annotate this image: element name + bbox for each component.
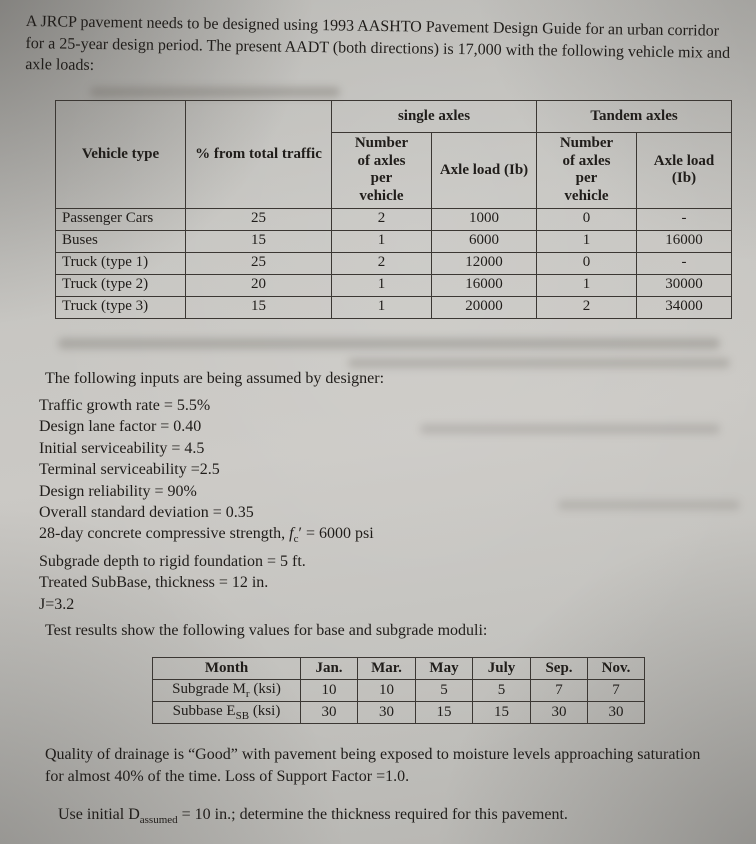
pct-traffic-header: % from total traffic [186, 101, 332, 209]
vehicle-mix-table [55, 100, 732, 319]
assumption-item-concrete-strength [39, 523, 374, 551]
tandem-num-cell: 2 [537, 296, 637, 318]
tandem-axles-group-header: Tandem axles [537, 101, 732, 133]
tandem-num-cell: 1 [537, 230, 637, 252]
tandem-load-cell: - [637, 208, 732, 230]
drainage-note: Quality of drainage is “Good” with pavement being exposed to moisture levels approaching saturation for almost 40% of the time. Loss of Support Factor =1.0. [45, 746, 701, 785]
assumption-item: J=3.2 [39, 595, 75, 613]
month-header: Month [153, 658, 301, 680]
assumption-item: Design lane factor = 0.40 [39, 418, 202, 436]
assumption-item: Traffic growth rate = 5.5% [39, 397, 211, 414]
vehicle-row [56, 208, 732, 230]
vehicle-type-cell: Truck (type 2) [56, 274, 186, 296]
assumptions-heading: The following inputs are being assumed by designer: [45, 370, 385, 387]
value-cell: 30 [301, 702, 358, 724]
paper-bleed-mark [558, 500, 740, 510]
final-post: = 10 in.; determine the thickness required for this pavement. [177, 806, 568, 823]
vehicle-row [56, 230, 732, 252]
value-cell: 30 [358, 702, 416, 724]
vehicle-type-cell: Truck (type 1) [56, 252, 186, 274]
subgrade-label-cell [153, 680, 301, 702]
paper-bleed-mark [90, 87, 340, 97]
fc-subscript: c [293, 533, 299, 546]
assumption-item: Treated SubBase, thickness = 12 in. [39, 574, 269, 592]
vehicle-type-cell: Truck (type 3) [56, 296, 186, 318]
vehicle-type-cell: Buses [56, 230, 186, 252]
month-cell: July [473, 658, 531, 680]
assumption-item: Subgrade depth to rigid foundation = 5 ft. [39, 553, 306, 571]
subgrade-label-post: (ksi) [249, 681, 281, 697]
pct-cell: 25 [186, 252, 332, 274]
value-cell: 10 [358, 680, 416, 702]
problem-statement: A JRCP pavement needs to be designed using 1993 AASHTO Pavement Design Guide for an urban corridor for a 25-year design period. The present AADT (both directions) is 17,000 with the following vehicle mix and axle loads: [25, 12, 731, 74]
month-cell: Sep. [531, 658, 588, 680]
pct-cell: 20 [186, 274, 332, 296]
month-cell: Mar. [358, 658, 416, 680]
single-axle-load-header: Axle load (Ib) [432, 133, 537, 209]
month-cell: Nov. [588, 658, 645, 680]
tandem-num-cell: 1 [537, 274, 637, 296]
final-pre: Use initial D [58, 806, 140, 823]
strength-text-post: = 6000 psi [301, 525, 374, 543]
value-cell: 30 [588, 702, 645, 724]
single-load-cell: 6000 [432, 230, 537, 252]
value-cell: 10 [301, 680, 358, 702]
paper-bleed-mark [348, 358, 730, 368]
value-cell: 5 [473, 680, 531, 702]
assumptions-list [39, 395, 374, 615]
value-cell: 7 [588, 680, 645, 702]
vehicle-type-cell: Passenger Cars [56, 208, 186, 230]
single-load-cell: 20000 [432, 296, 537, 318]
vehicle-row [56, 296, 732, 318]
tandem-num-cell: 0 [537, 208, 637, 230]
subbase-label-cell [153, 702, 301, 724]
moduli-table [152, 657, 645, 724]
tandem-num-axles-header: Number of axles per vehicle [537, 133, 637, 209]
pct-cell: 15 [186, 296, 332, 318]
pct-cell: 15 [186, 230, 332, 252]
subbase-label-pre: Subbase E [172, 703, 236, 719]
value-cell: 15 [473, 702, 531, 724]
assumption-item: Overall standard deviation = 0.35 [39, 504, 254, 522]
assumption-item: Initial serviceability = 4.5 [39, 439, 205, 457]
single-num-cell: 2 [332, 252, 432, 274]
vehicle-table-group-row [56, 101, 732, 133]
assumption-item: Terminal serviceability =2.5 [39, 461, 220, 479]
month-cell: Jan. [301, 658, 358, 680]
vehicle-row [56, 252, 732, 274]
tandem-axle-load-header: Axle load (Ib) [637, 133, 732, 209]
subgrade-label-sub: r [245, 688, 250, 700]
value-cell: 15 [416, 702, 473, 724]
subbase-row [153, 702, 645, 724]
tandem-load-cell: 30000 [637, 274, 732, 296]
single-num-cell: 1 [332, 274, 432, 296]
single-load-cell: 16000 [432, 274, 537, 296]
single-num-cell: 1 [332, 296, 432, 318]
paper-bleed-mark [420, 424, 720, 434]
final-sub: assumed [139, 814, 178, 827]
value-cell: 7 [531, 680, 588, 702]
moduli-heading: Test results show the following values for base and subgrade moduli: [45, 622, 488, 639]
tandem-load-cell: - [637, 252, 732, 274]
assumption-item: Design reliability = 90% [39, 482, 197, 500]
vehicle-type-header: Vehicle type [56, 101, 186, 209]
final-instruction [58, 806, 738, 826]
single-num-cell: 1 [332, 230, 432, 252]
tandem-load-cell: 16000 [637, 230, 732, 252]
value-cell: 30 [531, 702, 588, 724]
fc-symbol: f [289, 525, 294, 543]
moduli-header-row [153, 658, 645, 680]
fc-prime: ′ [298, 525, 302, 543]
paper-bleed-mark [58, 338, 720, 349]
vehicle-row [56, 274, 732, 296]
subgrade-row [153, 680, 645, 702]
subgrade-label-pre: Subgrade M [172, 681, 246, 697]
single-load-cell: 12000 [432, 252, 537, 274]
single-num-cell: 2 [332, 208, 432, 230]
value-cell: 5 [416, 680, 473, 702]
single-num-axles-header: Number of axles per vehicle [332, 133, 432, 209]
tandem-num-cell: 0 [537, 252, 637, 274]
tandem-load-cell: 34000 [637, 296, 732, 318]
strength-text-pre: 28-day concrete compressive strength, [39, 525, 290, 543]
pct-cell: 25 [186, 208, 332, 230]
subbase-label-sub: SB [235, 710, 250, 722]
month-cell: May [416, 658, 473, 680]
subbase-label-post: (ksi) [249, 703, 281, 719]
single-axles-group-header: single axles [332, 101, 537, 133]
single-load-cell: 1000 [432, 208, 537, 230]
